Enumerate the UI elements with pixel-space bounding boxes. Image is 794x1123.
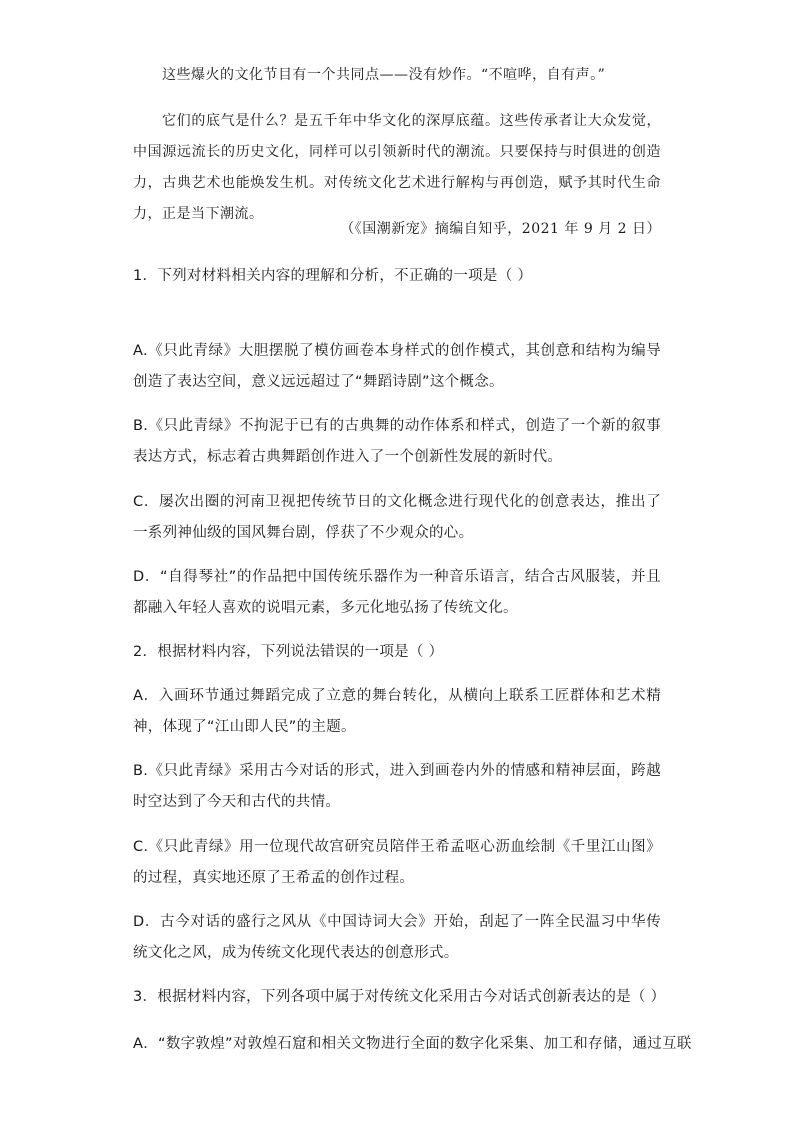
passage-line-closing: 这些爆火的文化节目有一个共同点——没有炒作。“不喧哗，自有声。”	[162, 67, 606, 83]
question-1-option-d: D．“自得琴社”的作品把中国传统乐器作为一种音乐语言，结合古风服装，并且都融入年轻人喜欢的说唱元素，多元化地弘扬了传统文化。	[133, 569, 661, 616]
passage-source: （《国潮新宠》摘编自知乎，2021 年 9 月 2 日）	[340, 221, 661, 237]
question-1-stem: 1．下列对材料相关内容的理解和分析，不正确的一项是（ ）	[133, 268, 533, 284]
question-2-option-b: B.《只此青绿》采用古今对话的形式，进入到画卷内外的情感和精神层面，跨越时空达到了今天和古代的共情。	[133, 763, 661, 810]
question-3-option-a: A．“数字敦煌”对敦煌石窟和相关文物进行全面的数字化采集、加工和存储，通过互联	[133, 1036, 692, 1052]
passage-paragraph: 它们的底气是什么？是五千年中华文化的深厚底蕴。这些传承者让大众发觉，中国源远流长的历史文化，同样可以引领新时代的潮流。只要保持与时俱进的创造力，古典艺术也能焕发生机。对传统文化艺术进行解构与再创造，赋予其时代生命力，正是当下潮流。	[133, 113, 661, 222]
question-2-option-c: C.《只此青绿》用一位现代故宫研究员陪伴王希孟呕心沥血绘制《千里江山图》的过程，真实地还原了王希孟的创作过程。	[133, 839, 661, 886]
question-1-option-b: B.《只此青绿》不拘泥于已有的古典舞的动作体系和样式，创造了一个新的叙事表达方式，标志着古典舞蹈创作进入了一个创新性发展的新时代。	[133, 418, 661, 465]
question-2-option-d: D．古今对话的盛行之风从《中国诗词大会》开始，刮起了一阵全民温习中华传统文化之风，成为传统文化现代表达的创意形式。	[133, 914, 661, 961]
question-3-stem: 3．根据材料内容，下列各项中属于对传统文化采用古今对话式创新表达的是（ ）	[133, 989, 666, 1005]
question-2-option-a: A．入画环节通过舞蹈完成了立意的舞台转化，从横向上联系工匠群体和艺术精神，体现了“江山即人民”的主题。	[133, 688, 661, 735]
question-1-option-a: A.《只此青绿》大胆摆脱了模仿画卷本身样式的创作模式，其创意和结构为编导创造了表达空间，意义远远超过了“舞蹈诗剧”这个概念。	[133, 343, 661, 390]
question-1-option-c: C．屡次出圈的河南卫视把传统节日的文化概念进行现代化的创意表达，推出了一系列神仙级的国风舞台剧，俘获了不少观众的心。	[133, 494, 661, 541]
question-2-stem: 2．根据材料内容，下列说法错误的一项是（ ）	[133, 644, 444, 660]
